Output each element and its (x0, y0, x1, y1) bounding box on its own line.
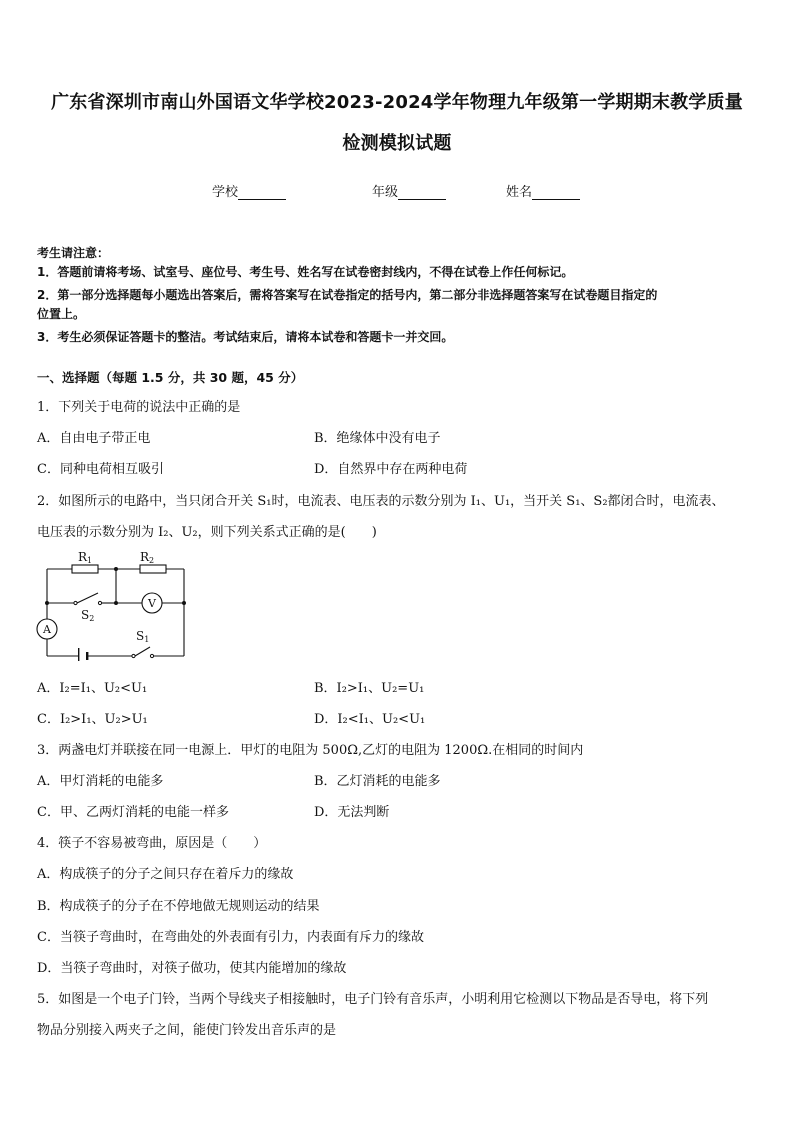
q4-option-b: B．构成筷子的分子在不停地做无规则运动的结果 (37, 899, 320, 914)
q2-option-d: D．I₂<I₁、U₂<U₁ (314, 712, 426, 727)
resistor-r1 (72, 565, 98, 573)
switch-s1-contact (132, 654, 135, 657)
s2-label: S2 (81, 608, 95, 623)
voltmeter-label: V (148, 597, 156, 610)
junction-dot (114, 567, 118, 571)
school-blank[interactable] (238, 186, 286, 200)
school-field (212, 181, 286, 200)
notice-item-2-cont: 位置上。 (37, 307, 86, 321)
q3-option-c: C．甲、乙两灯消耗的电能一样多 (37, 805, 229, 820)
switch-s2-contact (98, 601, 101, 604)
q3-stem: 3．两盏电灯并联接在同一电源上．甲灯的电阻为 500Ω,乙灯的电阻为 1200Ω.在相同的时间内 (37, 743, 584, 758)
name-field (506, 181, 580, 200)
switch-s2-contact (74, 601, 77, 604)
q1-option-b: B．绝缘体中没有电子 (314, 431, 441, 446)
q4-option-a: A．构成筷子的分子之间只存在着斥力的缘故 (37, 867, 294, 882)
q3-option-b: B．乙灯消耗的电能多 (314, 774, 441, 789)
q5-stem-line-1: 5．如图是一个电子门铃，当两个导线夹子相接触时，电子门铃有音乐声，小明利用它检测以下物品是否导电，将下列 (37, 992, 709, 1007)
switch-s1-blade (135, 647, 150, 656)
name-label: 姓名 (506, 185, 533, 200)
grade-field (372, 181, 446, 200)
q1-option-d: D．自然界中存在两种电荷 (314, 462, 468, 477)
grade-label: 年级 (372, 185, 399, 200)
name-blank[interactable] (532, 186, 580, 200)
q2-stem-line-1: 2．如图所示的电路中，当只闭合开关 S₁时，电流表、电压表的示数分别为 I₁、U₁，当开关 S₁、S₂都闭合时，电流表、 (37, 494, 725, 509)
grade-blank[interactable] (398, 186, 446, 200)
q1-option-a: A．自由电子带正电 (37, 431, 151, 446)
q1-stem: 1．下列关于电荷的说法中正确的是 (37, 400, 241, 415)
switch-s2-blade (77, 593, 98, 603)
section-heading: 一、选择题（每题 1.5 分，共 30 题，45 分） (37, 370, 304, 385)
battery-short-plate (86, 652, 88, 660)
notice-item-1: 1．答题前请将考场、试室号、座位号、考生号、姓名写在试卷密封线内，不得在试卷上作任何标记。 (37, 265, 574, 279)
q2-option-a: A．I₂=I₁、U₂<U₁ (37, 681, 148, 696)
junction-dot (114, 601, 118, 605)
q4-option-c: C．当筷子弯曲时，在弯曲处的外表面有引力，内表面有斥力的缘故 (37, 930, 424, 945)
q5-stem-line-2: 物品分别接入两夹子之间，能使门铃发出音乐声的是 (37, 1023, 337, 1038)
q2-stem-line-2: 电压表的示数分别为 I₂、U₂，则下列关系式正确的是( ) (37, 525, 377, 540)
q2-option-c: C．I₂>I₁、U₂>U₁ (37, 712, 148, 727)
battery-long-plate (78, 648, 79, 661)
junction-dot (45, 601, 49, 605)
junction-dot (182, 601, 186, 605)
ammeter-label: A (43, 623, 51, 636)
r2-label: R2 (140, 550, 155, 565)
school-label: 学校 (212, 185, 239, 200)
q4-stem: 4．筷子不容易被弯曲，原因是（ ） (37, 836, 267, 851)
notice-item-3: 3．考生必须保证答题卡的整洁。考试结束后，请将本试卷和答题卡一并交回。 (37, 330, 454, 344)
q1-option-c: C．同种电荷相互吸引 (37, 462, 164, 477)
q4-option-d: D．当筷子弯曲时，对筷子做功，使其内能增加的缘故 (37, 961, 347, 976)
switch-s1-contact (150, 654, 153, 657)
q3-option-d: D．无法判断 (314, 805, 390, 820)
notice-item-2: 2．第一部分选择题每小题选出答案后，需将答案写在试卷指定的括号内，第二部分非选择题答案写在试卷题目指定的 (37, 288, 658, 302)
q3-option-a: A．甲灯消耗的电能多 (37, 774, 164, 789)
exam-title-line-2: 检测模拟试题 (342, 133, 452, 154)
exam-title-line-1: 广东省深圳市南山外国语文华学校2023-2024学年物理九年级第一学期期末教学质量 (51, 92, 743, 113)
circuit-diagram (36, 545, 196, 661)
r1-label: R1 (78, 550, 93, 565)
notice-heading: 考生请注意： (37, 246, 110, 260)
s1-label: S1 (136, 629, 150, 644)
q2-option-b: B．I₂>I₁、U₂=U₁ (314, 681, 425, 696)
resistor-r2 (140, 565, 166, 573)
